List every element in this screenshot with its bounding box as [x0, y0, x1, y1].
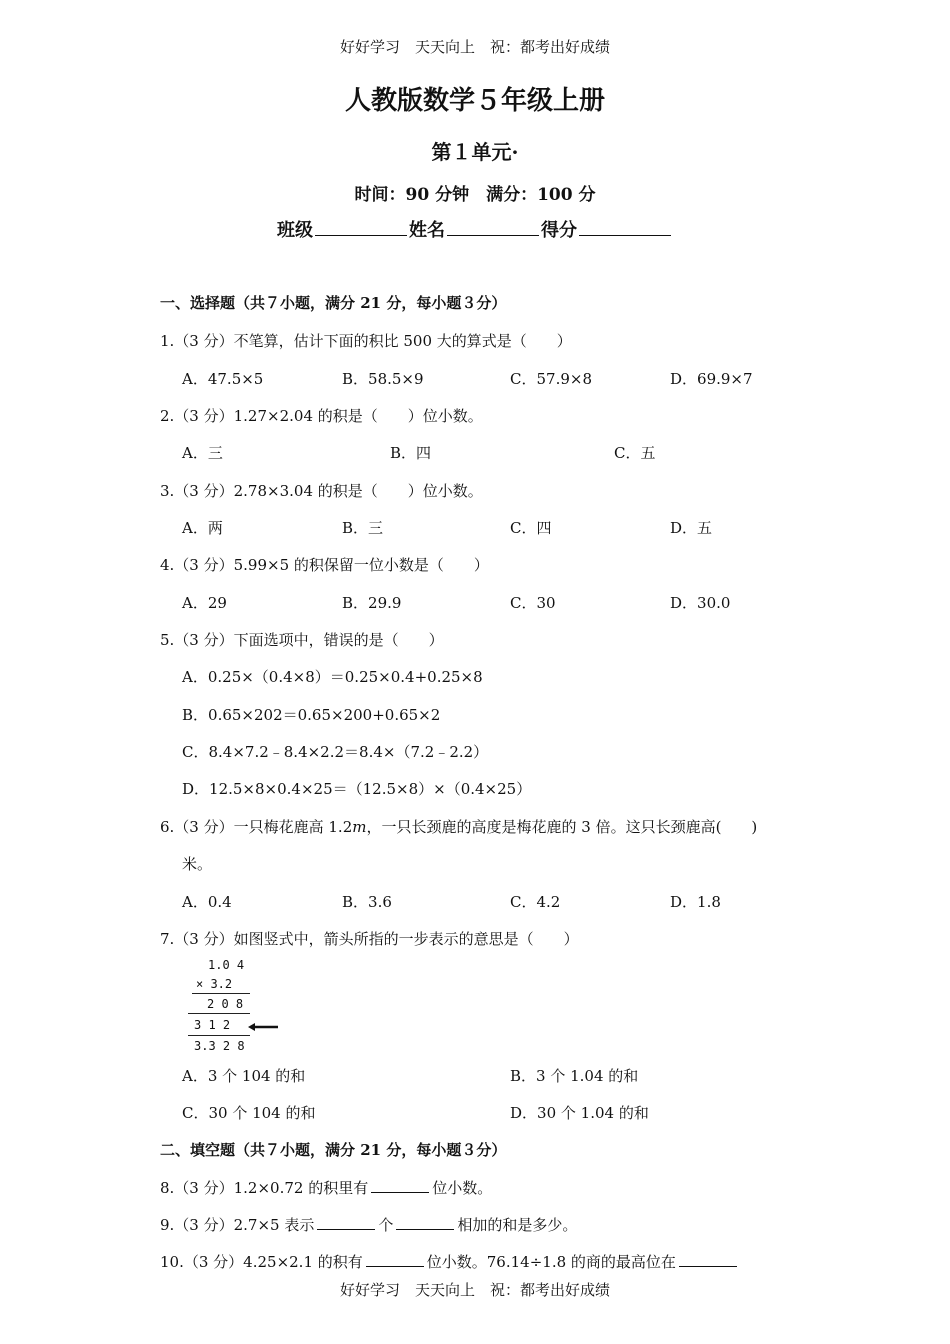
arrow-left-icon [248, 1022, 280, 1032]
q2-option-a[interactable]: A．三 [182, 444, 223, 462]
section-1-title: 一、选择题（共７小题，满分 21 分，每小题３分） [160, 294, 507, 312]
q5-option-a[interactable]: A．0.25×（0.4×8）＝0.25×0.4+0.25×8 [182, 668, 483, 686]
exam-info: 时间：90 分钟 满分：100 分 [354, 185, 596, 205]
question-3-stem: 3.（3 分）2.78×3.04 的积是（ ）位小数。 [160, 482, 483, 500]
q5-option-d[interactable]: D．12.5×8×0.4×25＝（12.5×8）×（0.4×25） [182, 780, 532, 798]
q3-option-b[interactable]: B．三 [342, 519, 384, 537]
question-1-stem: 1.（3 分）不笔算，估计下面的积比 500 大的算式是（ ） [160, 332, 572, 350]
q6-option-d[interactable]: D．1.8 [670, 893, 721, 911]
q1-option-a[interactable]: A．47.5×5 [182, 370, 264, 388]
q10-answer-blank-1[interactable] [366, 1252, 424, 1267]
class-blank[interactable] [315, 217, 407, 236]
name-label: 姓名 [409, 220, 445, 241]
question-5-stem: 5.（3 分）下面选项中，错误的是（ ） [160, 631, 444, 649]
name-blank[interactable] [447, 217, 539, 236]
q7-option-b[interactable]: B．3 个 1.04 的和 [510, 1067, 639, 1085]
q1-option-d[interactable]: D．69.9×7 [670, 370, 753, 388]
q5-option-c[interactable]: C．8.4×7.2﹣8.4×2.2＝8.4×（7.2﹣2.2） [182, 743, 489, 761]
vm-line-3 [188, 1035, 250, 1036]
vm-row-4: 3 1 2 [194, 1018, 231, 1032]
question-9 [160, 1214, 577, 1235]
vertical-multiplication-figure [188, 956, 288, 1056]
q6-stem-b: ，一只长颈鹿的高度是梅花鹿的 3 倍。这只长颈鹿高( ) [366, 818, 758, 836]
class-label: 班级 [277, 220, 313, 241]
score-blank[interactable] [579, 217, 671, 236]
q9-answer-blank-2[interactable] [396, 1215, 454, 1230]
vm-row-1: 1.0 4 [208, 958, 245, 972]
q8-answer-blank[interactable] [371, 1178, 429, 1193]
question-8 [160, 1177, 492, 1198]
vm-line-2 [188, 1013, 250, 1014]
q9-answer-blank-1[interactable] [317, 1215, 375, 1230]
q7-option-d[interactable]: D．30 个 1.04 的和 [510, 1104, 649, 1122]
page-footer: 好好学习 天天向上 祝：都考出好成绩 [339, 1281, 610, 1299]
q9-stem-b: 个 [378, 1216, 394, 1234]
q4-option-d[interactable]: D．30.0 [670, 594, 731, 612]
q4-option-b[interactable]: B．29.9 [342, 594, 402, 612]
q10-stem-a: 10.（3 分）4.25×2.1 的积有 [160, 1253, 363, 1271]
vm-line-1 [192, 993, 250, 994]
q7-option-c[interactable]: C．30 个 104 的和 [182, 1104, 316, 1122]
question-6-stem [160, 816, 757, 837]
q7-option-a[interactable]: A．3 个 104 的和 [182, 1067, 306, 1085]
question-10 [160, 1251, 740, 1272]
q1-option-c[interactable]: C．57.9×8 [510, 370, 592, 388]
q6-option-a[interactable]: A．0.4 [182, 893, 232, 911]
score-label: 得分 [541, 220, 577, 241]
vm-row-2: × 3.2 [196, 977, 233, 991]
unit-subtitle: 第１单元· [431, 140, 519, 164]
q3-option-d[interactable]: D．五 [670, 519, 713, 537]
q5-option-b[interactable]: B．0.65×202＝0.65×200+0.65×2 [182, 706, 441, 724]
q8-stem-a: 8.（3 分）1.2×0.72 的积里有 [160, 1179, 369, 1197]
page-header: 好好学习 天天向上 祝：都考出好成绩 [339, 38, 610, 56]
vm-row-5: 3.3 2 8 [194, 1039, 245, 1053]
q6-option-c[interactable]: C．4.2 [510, 893, 561, 911]
section-2-title: 二、填空题（共７小题，满分 21 分，每小题３分） [160, 1141, 507, 1159]
q9-stem-a: 9.（3 分）2.7×5 表示 [160, 1216, 315, 1234]
q3-option-c[interactable]: C．四 [510, 519, 552, 537]
q8-stem-b: 位小数。 [432, 1179, 493, 1197]
q6-stem-continued: 米。 [182, 855, 213, 873]
question-7-stem: 7.（3 分）如图竖式中，箭头所指的一步表示的意思是（ ） [160, 930, 579, 948]
q6-unit: m [352, 818, 367, 836]
q4-option-c[interactable]: C．30 [510, 594, 556, 612]
page-title: 人教版数学５年级上册 [344, 86, 605, 116]
question-4-stem: 4.（3 分）5.99×5 的积保留一位小数是（ ） [160, 556, 489, 574]
question-2-stem: 2.（3 分）1.27×2.04 的积是（ ）位小数。 [160, 407, 483, 425]
vm-row-3: 2 0 8 [207, 997, 244, 1011]
q10-answer-blank-2[interactable] [679, 1252, 737, 1267]
q2-option-c[interactable]: C．五 [614, 444, 656, 462]
q6-stem-a: 6.（3 分）一只梅花鹿高 1.2 [160, 818, 353, 836]
q3-option-a[interactable]: A．两 [182, 519, 223, 537]
q9-stem-c: 相加的和是多少。 [457, 1216, 578, 1234]
q10-stem-b: 位小数。76.14÷1.8 的商的最高位在 [426, 1253, 676, 1271]
student-info-row [0, 216, 950, 242]
q2-option-b[interactable]: B．四 [390, 444, 432, 462]
q4-option-a[interactable]: A．29 [182, 594, 227, 612]
q6-option-b[interactable]: B．3.6 [342, 893, 392, 911]
q1-option-b[interactable]: B．58.5×9 [342, 370, 424, 388]
